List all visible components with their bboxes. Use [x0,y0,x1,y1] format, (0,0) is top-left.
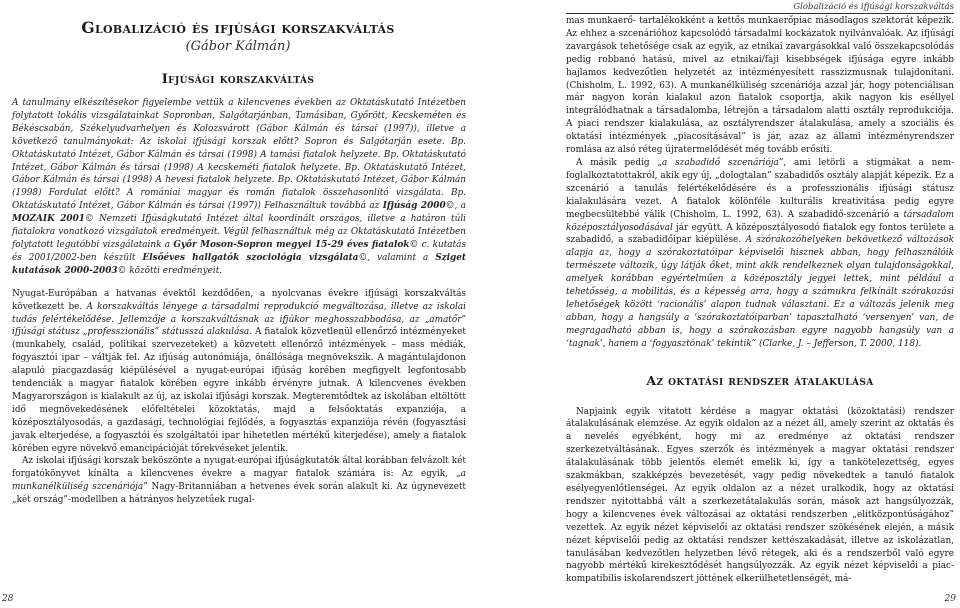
section-heading-oktatasi: Az oktatási rendszer átalakulása [646,372,874,388]
article-author: (Gábor Kálmán) [185,39,291,54]
body-paragraph: A másik pedig „a szabadidő szcenáriója”, ami letörli a stigmákat a nem-foglalkoztatottakról, akik egy új, „dologtalan” szabadidős osztály alapját képezik. Ez a szcenárió a tanulás felértékelődésére és a professzionális ifjúsági státusz kialakulására vezet. A fiatalok kölönféle kulturális kreativitása pedig egyre megbecsültebbé válik (Chisholm, L. 1992, 63). A szabadidő-szcenárió a társadalom középosztályosodásával jár együtt. A középosztályosodó fiatalok egy fontos területe a szabadidő, a szabadidőipar kiépülése. A szórakozóhelyeken bekövetkező változások alapja az, hogy a szórakoztatóipar képviselői hisznek abban, hogy felhasználóik természete változik, úgy látják őket, mint akik rendelkeznek olyan tulajdonságokkal, amelyek korábban egyértelműen a középosztály jegyei lettek, mint például a tehetősség, a mobilitás, és a képesség arra, hogy a számukra felkínált szórakozási lehetőségek között ‘racionális’ alapon tudnak választani. Ez a változás jelenik meg abban, hogy a hangsúly a ‘szórakoztatóiparban’ tapasztalható ‘versenyen’ van, de megragadható abban is, hogy a szórakozásban egyre nagyobb hangsúly van a ‘tagnak’, hanem a ‘fogyasztónak’ tekintik” (Clarke, J. – Jefferson, T. 2000, 118). [566,157,954,349]
body-text-right-2 [566,406,954,587]
body-paragraph: mas munkaerő- tartalékokként a kettős munkaerőpiac másodlagos szektorát képezik. Az ehhez a szcenárióhoz kapcsolódó társadalmi kockázatok nyilvánvalóak. Az ifjúsági zavargások tehetősége csak az egyik, az etnikai zavargásokkal való összekapcsolódás pedig robbanó hatású, mivel az etnikai/faji kisebbségek ifjúsága egyre inkább hajlamos kedvezőtlen helyzetét az intézményesített rasszizmusnak tulajdonítani. (Chisholm, L. 1992, 63). A munkanélküliség szcenáriója azzal jár, hogy potenciálisan már nagyon korán kialakul azon fiatalok csoportja, akik nagyon kis eséllyel integrálódhatnak a társadalomba, létrejön a társadalom alatti osztály reprodukciója. A piaci rendszer kialakulása, az osztályrendszer átalakulása, amely a szociális és oktatási intézmények „piacosításával” is jár, azaz az állami intézményrendszer romlása az alsó réteg újratermelődését még tovább erősíti. [566,16,954,156]
page-number-right: 29 [944,594,956,604]
page-number-left: 28 [2,594,14,604]
body-text-right [566,15,954,351]
header-rule [566,13,954,14]
article-title: Globalizáció és ifjúsági korszakváltás [81,18,395,37]
body-text-left [12,288,466,507]
abstract-paragraph: A tanulmány elkészítésekor figyelembe vettük a kilencvenes években az Oktatáskutató Intézetben folytatott lokális vizsgálatainkat Sopronban, Salgótarjánban, Tamásiban, Győrött, Kecskeméten és Békéscsabán, Székelyudvarhelyen és Kolozsvárott (Gábor Kálmán és társai (1997)), illetve a következő tanulmányokat: Az iskolai ifjúsági korszak előtt? Sopron és Salgótarján esete. Bp. Oktatáskutató Intézet, Gábor Kálmán és társai (1998) A tamási fiatalok helyzete. Bp. Oktatáskutató Intézet, Gábor Kálmán és társai (1998) A kecskeméti fiatalok helyzete. Bp. Oktatáskutató Intézet, Gábor Kálmán és társai (1998) A hevesi fiatalok helyzete. Bp. Oktatáskutató Intézet, Gábor Kálmán (1998) Fordulat előtt? A romániai magyar és román fiatalok összehasonlító vizsgálata. Bp. Oktatáskutató Intézet, Gábor Kálmán és társai (1997)) Felhasználtuk továbbá az Ifjúság 2000©, a MOZAIK 2001© Nemzeti Ifjúságkutató Intézet által koordinált országos, illetve a határon túli fiatalokra vonatkozó vizsgálatok eredményeit. Végül felhasználtuk még az Oktatáskutató Intézetben folytatott legutóbbi vizsgálataink a Győr Moson-Sopron megyei 15-29 éves fiatalok© c. kutatás és 2001/2002-ben készült Elsőéves hallgatók szociológia vizsgálata©, valamint a Sziget kutatások 2000-2003© közötti eredményeit. [12,98,466,276]
body-paragraph: Napjaink egyik vitatott kérdése a magyar oktatási (közoktatási) rendszer átalakulásának elemzése. Az egyik oldalon az a nézet áll, amely szerint az oktatás és a nevelés egyébként, hogy mi az eredménye az oktatási rendszer szerkezetváltásának. Egyes szerzők és intézmények a magyar oktatási rendszer átalakulásának több jelentős elemét emelik ki, így a tankötelezettség, egyes szakmákban, szakképzés bevezetését, vagy pedig növekedtek a tanuló fiatalok esélyegyenlőtlenségei. Az egyik oldalon az a nézet uralkodik, hogy az oktatási rendszer nyitottabbá vált a szerkezetátalakulás során, mások azt hangsúlyozzák, hogy a kilencvenes évek változásai az oktatási rendszerben „elitközpontúságához” vezettek. Az egyik nézet képviselői az oktatási rendszer szökésének elején, a másik nézet képviselői pedig az oktatási rendszer kettészakadását, illetve az iskolázatlan, tanulásában kedvezőtlen helyzetben lévő rétegek, aki és a rendszerből való egyre nagyobb mértékű kirekesztődését hangsúlyozzák. Az egyik nézet képviselői a piac-kompatibilis iskolarendszert jöttének elkerülhetetlenségét, má- [566,406,954,585]
running-head: Globalizáció és ifjúsági korszakváltás [793,2,954,12]
right-page [480,0,960,608]
section-heading-ifjusagi: Ifjúsági korszakváltás [161,72,315,87]
body-paragraph: Az iskolai ifjúsági korszak beköszönte a nyugat-európai ifjúságkutatók által korábban felvázolt két forgatókönyvet kínálta a kilencvenes évekre a magyar fiatalok számára is: Az egyik, „a munkanélküliség szcenáriója” Nagy-Britanniában a hetvenes évek során alakult ki. Az úgynevezett „két ország”-modellben a hátrányos helyzetűek rugal- [12,456,466,506]
body-paragraph: Nyugat-Európában a hatvanas évektől kezdődően, a nyolcvanas évekre ifjúsági korszakváltás következett be. A korszakváltás lényege a társadalmi reprodukció megváltozása, illetve az iskolai tudás felértékelődése. Jellemzője a korszakváltásnak az ifjúkor meghosszabbodása, az „amatőr” ifjúsági státusz „professzionális” státusszá alakulása. A fiatalok közvetlenül ellenőrző intézményeket (munkahely, család, politikai szervezeteket) a közvetett ellenőrző intézmények – mass médiák, fogyasztói ipar – váltják fel. Az ifjúság autonómiája, önállósága megnövekszik. A magántulajdonon alapuló piacgazdaság kiépülésével a nyugat-európai ifjúság korében megfigyelt legfontosabb tendenciák a magyar fiatalok körében egyre inkább érvényre jutnak. A kilencvenes években Magyarországon is kialakult az új, az iskolai ifjúsági korszak. Megteremtődtek az iskolában eltöltött idő megnövekedésének előfeltételei közoktatás, majd a felsőoktatás expanziója, a középosztályosodás, a gazdasági, technológiai fejlődés, a fogyasztás expanziója révén (fogyasztási javak elterjedése, a fogyasztói és szolgáltatói ipar hihetetlen mértékű kiterjedése), amely a fiatalok körében egyre növekvő emancipációját tőrekvéseket jelentik. [12,288,466,454]
